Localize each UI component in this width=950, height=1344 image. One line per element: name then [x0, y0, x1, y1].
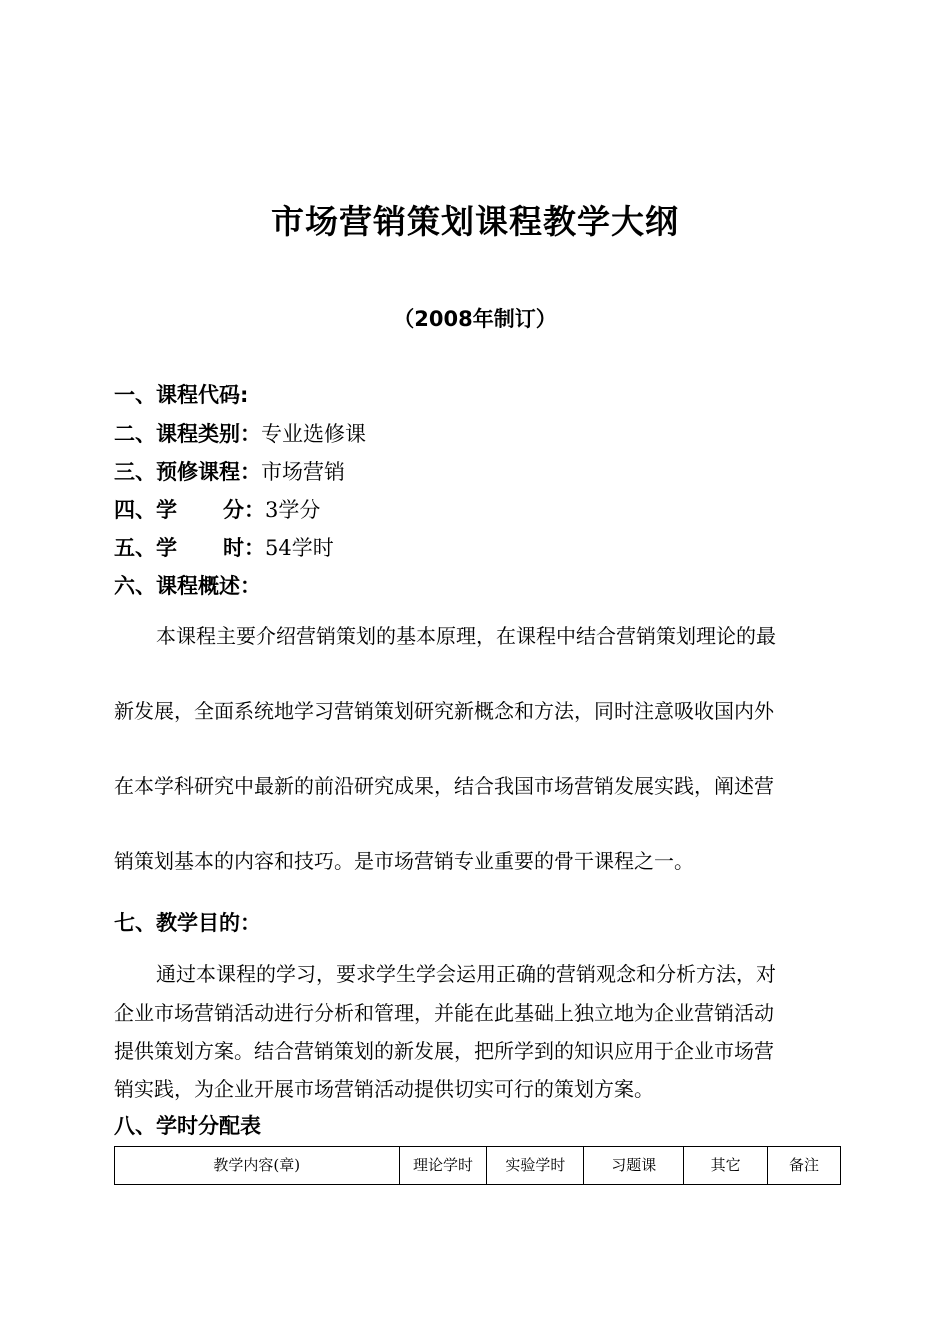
table-header-cell: 习题课	[584, 1147, 684, 1185]
field-label-part-a: 五、学	[114, 536, 177, 560]
section-label: 八、学时分配表	[114, 1114, 261, 1138]
field-value: 3学分	[265, 498, 321, 522]
table-header-row	[115, 1147, 841, 1185]
paragraph-line: 提供策划方案。结合营销策划的新发展，把所学到的知识应用于企业市场营	[114, 1039, 774, 1063]
field-course-code	[114, 379, 248, 409]
table-header-cell: 其它	[684, 1147, 768, 1185]
field-label-part-b: 时：	[223, 536, 265, 560]
field-value: 专业选修课	[261, 422, 366, 446]
section-label: 七、教学目的：	[114, 911, 261, 935]
paragraph-line: 销实践，为企业开展市场营销活动提供切实可行的策划方案。	[114, 1077, 654, 1101]
section-objective-heading	[114, 907, 261, 937]
document-title: 市场营销策划课程教学大纲	[271, 202, 679, 241]
document-subtitle: （2008年制订）	[393, 307, 557, 331]
table-header-cell: 实验学时	[487, 1147, 584, 1185]
field-value: 54学时	[265, 536, 334, 560]
field-course-type	[114, 418, 366, 448]
field-overview-heading	[114, 570, 261, 600]
paragraph-line: 销策划基本的内容和技巧。是市场营销专业重要的骨干课程之一。	[114, 849, 694, 873]
field-hours	[114, 532, 334, 562]
field-label-part-b: 分：	[223, 498, 265, 522]
paragraph-line: 在本学科研究中最新的前沿研究成果，结合我国市场营销发展实践，阐述营	[114, 774, 774, 798]
hours-allocation-table	[114, 1146, 841, 1185]
table-header-cell: 备注	[768, 1147, 841, 1185]
field-label: 六、课程概述：	[114, 574, 261, 598]
field-label-part-a: 四、学	[114, 498, 177, 522]
paragraph-line: 本课程主要介绍营销策划的基本原理，在课程中结合营销策划理论的最	[156, 624, 776, 648]
field-value: 市场营销	[261, 460, 345, 484]
table-header-cell: 教学内容(章)	[115, 1147, 400, 1185]
field-prerequisite	[114, 456, 345, 486]
field-label: 二、课程类别：	[114, 422, 261, 446]
paragraph-line: 新发展，全面系统地学习营销策划研究新概念和方法，同时注意吸收国内外	[114, 699, 774, 723]
paragraph-line: 通过本课程的学习，要求学生学会运用正确的营销观念和分析方法，对	[156, 962, 776, 986]
field-label: 三、预修课程：	[114, 460, 261, 484]
table-header-cell: 理论学时	[399, 1147, 487, 1185]
field-credits	[114, 494, 320, 524]
section-hours-table-heading	[114, 1110, 261, 1140]
paragraph-line: 企业市场营销活动进行分析和管理，并能在此基础上独立地为企业营销活动	[114, 1001, 774, 1025]
field-label: 一、课程代码:	[114, 383, 249, 407]
